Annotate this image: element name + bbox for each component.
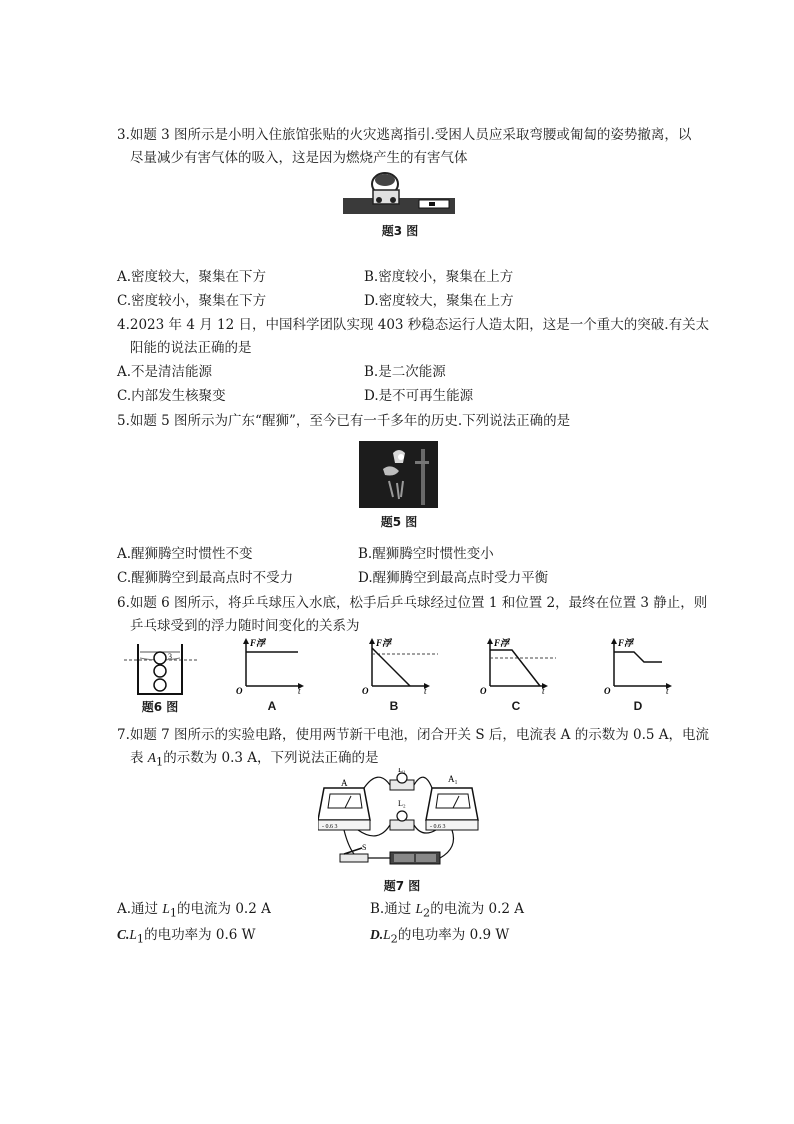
q7-stem-line2: 表 $A_1$的示数为 0.3 A，下列说法正确的是: [130, 750, 379, 769]
q5-caption: 题5 图: [380, 515, 418, 529]
q4-option-d[interactable]: D.是不可再生能源: [364, 388, 474, 404]
q6-graph-label-c[interactable]: C: [511, 699, 521, 713]
graph-b-x-label: t: [424, 686, 427, 694]
q3-option-c[interactable]: C.密度较小，聚集在下方: [117, 293, 267, 309]
graph-c-x-label: t: [542, 686, 545, 694]
q6-graph-label-a[interactable]: A: [267, 699, 277, 713]
q6-graph-c[interactable]: [480, 636, 560, 694]
graph-b-origin: O: [362, 686, 369, 694]
q4-stem-line1: 4.2023 年 4 月 12 日，中国科学团队实现 403 秒稳态运行人造太阳，这是一个重大的突破.有关太: [117, 317, 710, 333]
lamp-l2-label: L₂: [398, 799, 406, 808]
svg-text:3: 3: [168, 652, 172, 661]
q7-caption: 题7 图: [383, 879, 421, 893]
q6-stem-line2: 乒乓球受到的浮力随时间变化的关系为: [130, 618, 360, 634]
lion-dance-image: [359, 441, 438, 508]
q6-graph-d[interactable]: [604, 636, 676, 694]
q5-option-d[interactable]: D.醒狮腾空到最高点时受力平衡: [358, 570, 549, 586]
q4-option-c[interactable]: C.内部发生核聚变: [117, 388, 226, 404]
q5-stem: 5.如题 5 图所示为广东“醒狮”，至今已有一千多年的历史.下列说法正确的是: [117, 413, 571, 429]
graph-b-axes: [362, 636, 442, 694]
q7-figure-circuit: [318, 768, 482, 874]
q3-figure-fire-escape: [343, 170, 455, 218]
graph-d-y-label: F浮: [618, 638, 634, 648]
q5-figure-lion-dance: [359, 441, 438, 508]
graph-b-y-label: F浮: [376, 638, 392, 648]
graph-c-origin: O: [480, 686, 487, 694]
q3-option-d[interactable]: D.密度较大，聚集在上方: [364, 293, 514, 309]
q3-stem-line1: 3.如题 3 图所示是小明入住旅馆张贴的火灾逃离指引.受困人员应采取弯腰或匍匐的姿势撤离，以: [117, 127, 692, 143]
q3-option-b[interactable]: B.密度较小，聚集在上方: [364, 269, 514, 285]
q3-caption: 题3 图: [381, 224, 419, 238]
q4-stem-line2: 阳能的说法正确的是: [130, 340, 252, 356]
graph-d-x-label: t: [666, 686, 669, 694]
graph-c-axes: [480, 636, 560, 694]
q3-option-a[interactable]: A.密度较大，聚集在下方: [117, 269, 267, 285]
graph-a-origin: O: [236, 686, 243, 694]
graph-a-y-label: F浮: [250, 638, 266, 648]
q6-graph-b[interactable]: [362, 636, 442, 694]
q4-option-a[interactable]: A.不是清洁能源: [117, 364, 213, 380]
q6-stem-line1: 6.如题 6 图所示，将乒乓球压入水底，松手后乒乓球经过位置 1 和位置 2，最终在位置 3 静止，则: [117, 595, 708, 611]
q7-option-a[interactable]: A.通过 $L_1$的电流为 0.2 A: [117, 901, 271, 920]
q7-option-b[interactable]: B.通过 $L_2$的电流为 0.2 A: [370, 901, 525, 920]
q4-option-b[interactable]: B.是二次能源: [364, 364, 446, 380]
graph-c-y-label: F浮: [494, 638, 510, 648]
q5-option-b[interactable]: B.醒狮腾空时惯性变小: [358, 546, 494, 562]
q6-figure-beaker: [124, 638, 198, 698]
meter-a1-scale: - 0.6 3: [430, 824, 446, 830]
q6-graph-label-b[interactable]: B: [389, 699, 399, 713]
graph-a-x-label: t: [298, 686, 301, 694]
q3-stem-line2: 尽量减少有害气体的吸入，这是因为燃烧产生的有害气体: [130, 150, 468, 166]
switch-label: S: [362, 843, 367, 852]
meter-a1-label: A₁: [448, 774, 458, 784]
meter-a-scale: - 0.6 3: [322, 824, 338, 830]
fire-escape-image: [343, 170, 455, 218]
graph-a-axes: [236, 636, 308, 694]
q6-caption: 题6 图: [141, 700, 179, 714]
lamp-l1-label: L₁: [398, 768, 406, 774]
circuit-diagram: [318, 768, 482, 874]
q6-graph-label-d[interactable]: D: [633, 699, 643, 713]
q5-option-c[interactable]: C.醒狮腾空到最高点时不受力: [117, 570, 294, 586]
graph-d-origin: O: [604, 686, 611, 694]
q7-stem-line1: 7.如题 7 图所示的实验电路，使用两节新干电池，闭合开关 S 后，电流表 A 的示数为 0.5 A，电流: [117, 727, 710, 743]
q7-option-c[interactable]: $C.L_1$的电功率为 0.6 W: [117, 927, 256, 946]
beaker-icon: [124, 638, 198, 698]
q5-option-a[interactable]: A.醒狮腾空时惯性不变: [117, 546, 253, 562]
q6-graph-a[interactable]: [236, 636, 308, 694]
graph-d-axes: [604, 636, 676, 694]
q7-option-d[interactable]: $D.L_2$的电功率为 0.9 W: [370, 927, 510, 946]
meter-a-label: A: [341, 778, 348, 788]
